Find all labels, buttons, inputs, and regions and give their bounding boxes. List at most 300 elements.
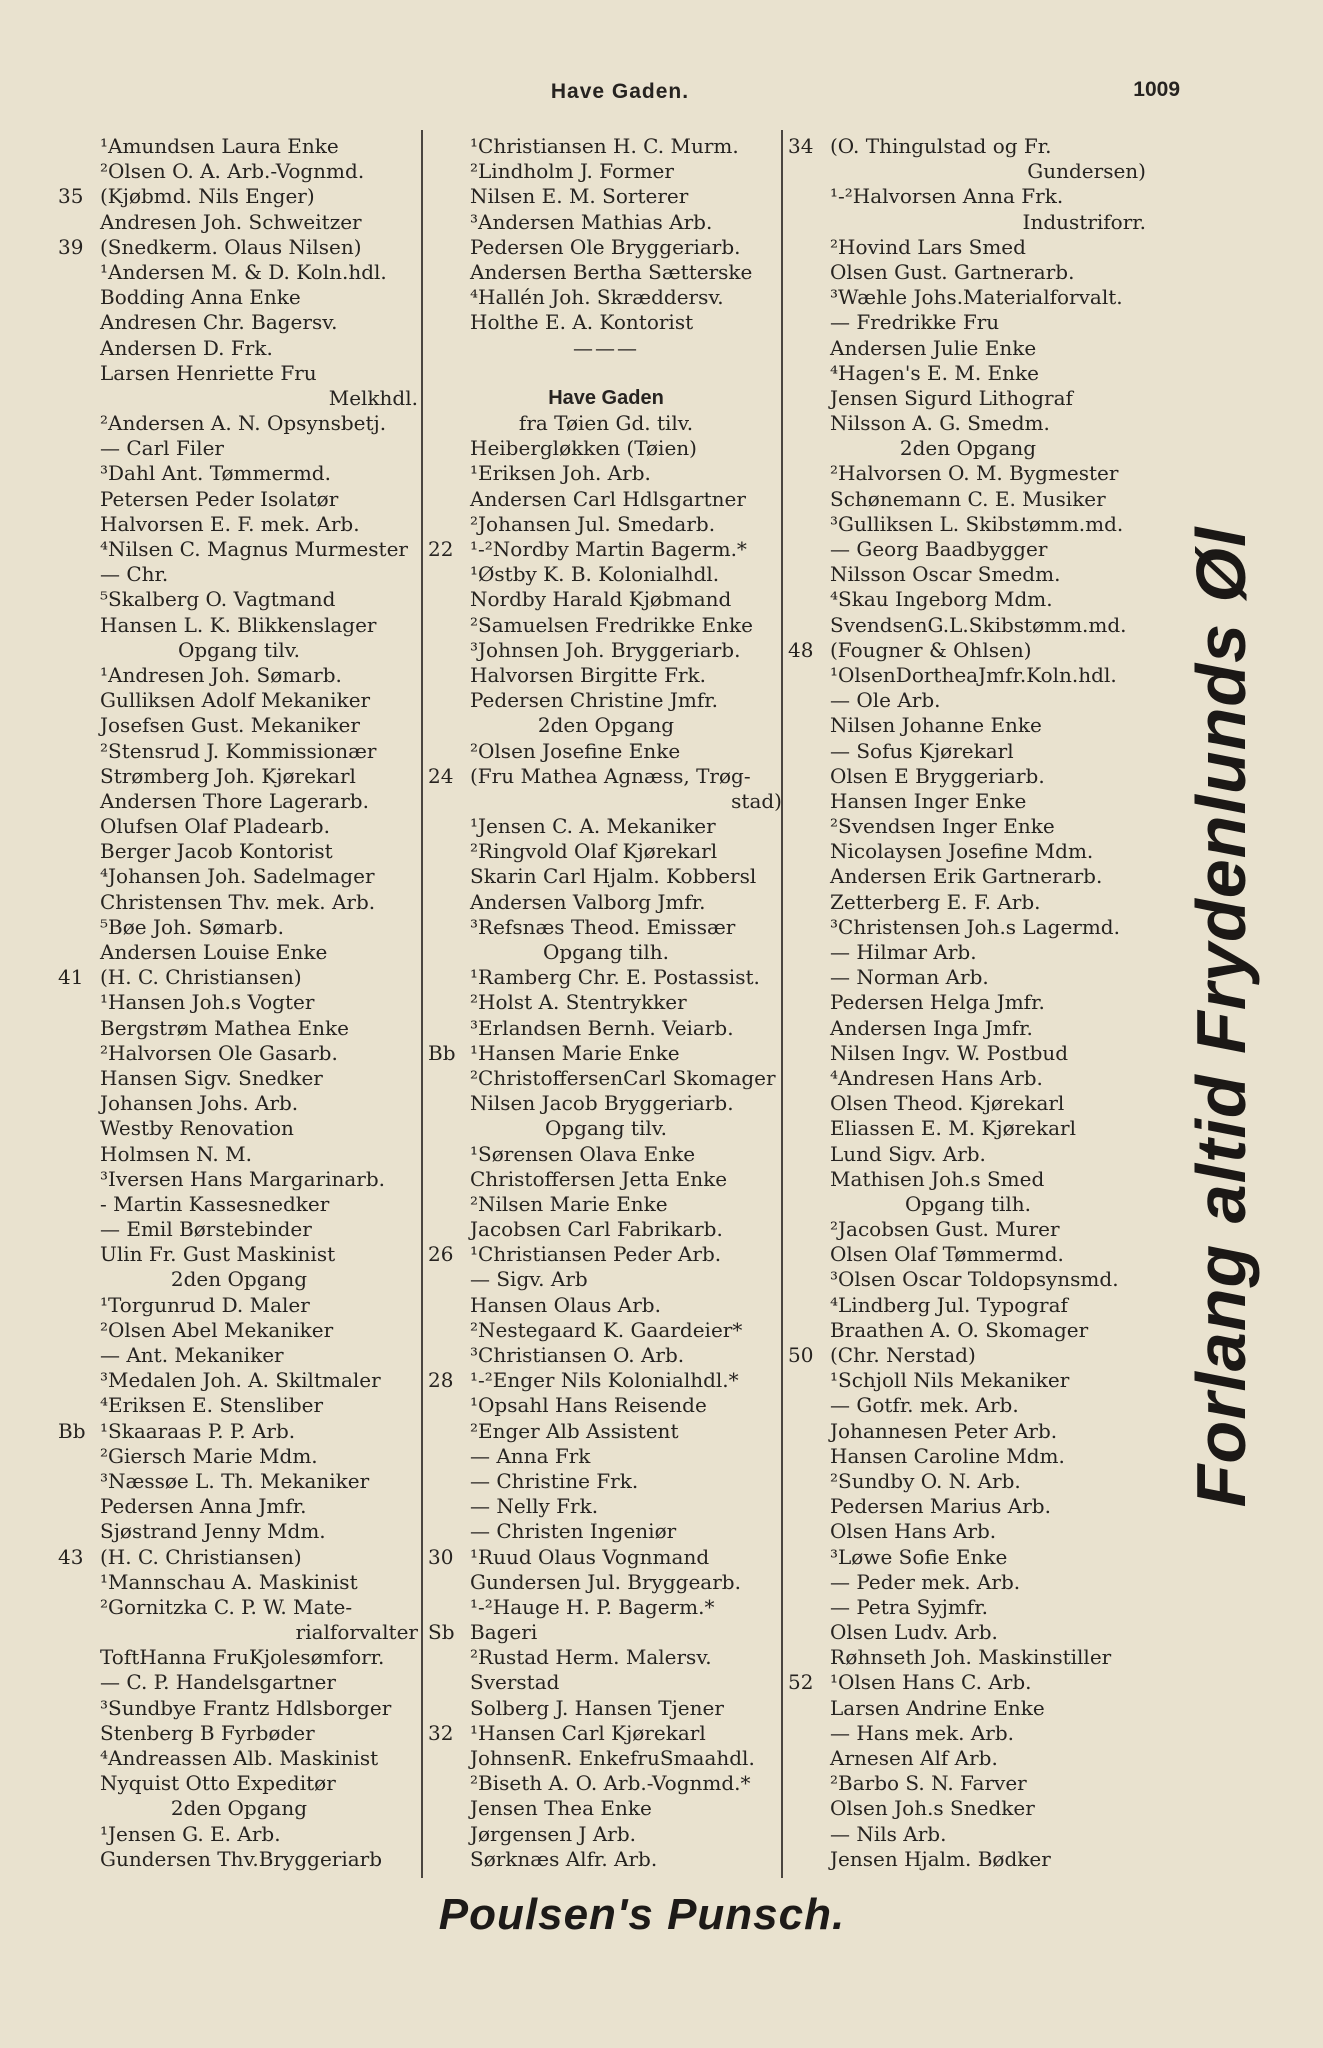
entry-text: ²Barbo S. N. Farver (830, 1771, 1027, 1796)
entry-text: Mathisen Joh.s Smed (830, 1166, 1045, 1191)
directory-entry (788, 310, 1148, 335)
directory-entry (58, 1620, 420, 1645)
directory-entry (788, 361, 1148, 386)
entry-text: ¹Eriksen Joh. Arb. (470, 461, 651, 486)
entry-text: Jensen Sigurd Lithograf (830, 385, 1073, 410)
directory-entry (428, 411, 784, 436)
directory-entry (428, 1192, 784, 1217)
directory-entry (788, 1267, 1148, 1292)
directory-entry (428, 789, 784, 814)
entry-text: Opgang tilh. (904, 1191, 1032, 1216)
directory-entry (428, 1469, 784, 1494)
directory-entry (788, 1746, 1148, 1771)
directory-entry (428, 1041, 784, 1066)
directory-entry (788, 1595, 1148, 1620)
directory-entry (58, 1116, 420, 1141)
directory-entry (788, 814, 1148, 839)
directory-entry (58, 839, 420, 864)
entry-text: ³Næssøe L. Th. Mekaniker (100, 1468, 370, 1493)
directory-entry (788, 839, 1148, 864)
directory-entry (428, 613, 784, 638)
entry-text: ²Nestegaard K. Gaardeier* (470, 1317, 743, 1342)
entry-text: ³Sundbye Frantz Hdlsborger (100, 1695, 392, 1720)
entry-text: ⁴Skau Ingeborg Mdm. (830, 587, 1053, 612)
directory-entry (58, 1545, 420, 1570)
directory-entry (58, 1822, 420, 1847)
entry-text: ⁴Hallén Joh. Skræddersv. (470, 285, 724, 310)
directory-entry (788, 940, 1148, 965)
entry-text: ¹Jensen G. E. Arb. (100, 1821, 281, 1846)
directory-entry (58, 411, 420, 436)
directory-entry (58, 1192, 420, 1217)
entry-text: Nyquist Otto Expeditør (100, 1771, 336, 1796)
entry-text: SvendsenG.L.Skibstømm.md. (830, 612, 1127, 637)
entry-text: ——— (573, 335, 639, 360)
directory-entry (428, 285, 784, 310)
directory-entry (58, 1217, 420, 1242)
directory-entry (788, 461, 1148, 486)
entry-text: Ulin Fr. Gust Maskinist (100, 1242, 336, 1267)
entry-text: ³Christiansen O. Arb. (470, 1343, 685, 1367)
entry-text: Andersen D. Frk. (100, 335, 273, 360)
directory-entry (428, 260, 784, 285)
house-number: 43 (58, 1544, 84, 1569)
entry-text: ⁵Bøe Joh. Sømarb. (100, 914, 284, 939)
house-number: Sb (428, 1620, 455, 1645)
directory-entry (788, 663, 1148, 688)
entry-text: — Sofus Kjørekarl (830, 738, 1014, 763)
directory-entry (58, 1595, 420, 1620)
directory-entry (788, 864, 1148, 889)
directory-entry (58, 487, 420, 512)
directory-entry (58, 1066, 420, 1091)
directory-entry (58, 361, 420, 386)
entry-text: ²Enger Alb Assistent (470, 1418, 679, 1443)
directory-entry (58, 336, 420, 361)
directory-entry (428, 184, 784, 209)
entry-text: ⁴Johansen Joh. Sadelmager (100, 864, 375, 889)
directory-entry (428, 1696, 784, 1721)
entry-text: — Ole Arb. (830, 688, 941, 713)
footer-advertisement: Poulsen's Punsch. (438, 1890, 846, 1939)
house-number: 35 (58, 184, 84, 209)
directory-entry (428, 1419, 784, 1444)
directory-entry (788, 1016, 1148, 1041)
directory-column-1 (58, 134, 420, 1872)
entry-text: ¹Hansen Carl Kjørekarl (470, 1720, 706, 1745)
entry-text: ³Olsen Oscar Toldopsynsmd. (830, 1267, 1119, 1292)
directory-entry (428, 1142, 784, 1167)
directory-entry (788, 537, 1148, 562)
directory-entry (428, 1570, 784, 1595)
directory-entry (428, 1368, 784, 1393)
entry-text: — Sigv. Arb (470, 1267, 588, 1292)
entry-text: Andersen Julie Enke (830, 335, 1037, 360)
directory-entry (58, 915, 420, 940)
directory-entry (58, 1041, 420, 1066)
entry-text: (H. C. Christiansen) (100, 1544, 302, 1569)
directory-entry (428, 562, 784, 587)
entry-text: Gundersen Jul. Bryggearb. (470, 1569, 741, 1594)
entry-text: Olsen Theod. Kjørekarl (830, 1091, 1065, 1116)
directory-entry (58, 1318, 420, 1343)
entry-text: 2den Opgang (537, 713, 675, 738)
entry-text: Andersen Louise Enke (100, 940, 328, 964)
entry-text: Nicolaysen Josefine Mdm. (830, 839, 1094, 864)
entry-text: Pedersen Christine Jmfr. (470, 688, 718, 713)
entry-text: Bergstrøm Mathea Enke (100, 1015, 349, 1040)
directory-entry (788, 1192, 1148, 1217)
directory-entry (428, 436, 784, 461)
directory-entry (788, 915, 1148, 940)
entry-text: (Kjøbmd. Nils Enger) (100, 184, 315, 209)
directory-entry (788, 1242, 1148, 1267)
directory-entry (58, 1469, 420, 1494)
directory-entry (428, 1066, 784, 1091)
entry-text: ¹Christiansen H. C. Murm. (470, 134, 739, 158)
entry-text: Halvorsen E. F. mek. Arb. (100, 511, 360, 536)
entry-text: ²Halvorsen O. M. Bygmester (830, 461, 1119, 486)
entry-text: — Gotfr. mek. Arb. (830, 1393, 1019, 1418)
directory-entry (58, 1696, 420, 1721)
directory-entry (58, 1645, 420, 1670)
directory-entry (788, 512, 1148, 537)
directory-entry (428, 1293, 784, 1318)
entry-text: Nilsson Oscar Smedm. (830, 562, 1061, 587)
directory-entry (58, 1746, 420, 1771)
directory-entry (58, 814, 420, 839)
directory-entry (58, 1142, 420, 1167)
directory-entry (788, 1620, 1148, 1645)
directory-entry (788, 1494, 1148, 1519)
entry-text: ³Dahl Ant. Tømmermd. (100, 461, 331, 486)
entry-text: ¹Amundsen Laura Enke (100, 134, 339, 158)
directory-entry (428, 864, 784, 889)
directory-entry (58, 210, 420, 235)
directory-entry (58, 1016, 420, 1041)
entry-text: ²Lindholm J. Former (470, 159, 674, 184)
entry-text: ²Halvorsen Ole Gasarb. (100, 1040, 338, 1065)
directory-entry (58, 990, 420, 1015)
directory-entry (788, 990, 1148, 1015)
entry-text: Andresen Chr. Bagersv. (100, 310, 338, 335)
entry-text: ¹Andresen Joh. Sømarb. (100, 662, 342, 687)
entry-text: — Anna Frk (470, 1443, 591, 1468)
directory-entry (788, 386, 1148, 411)
entry-text: — Nelly Frk. (470, 1494, 599, 1519)
directory-entry (58, 235, 420, 260)
entry-text: Gundersen) (1027, 159, 1146, 184)
directory-entry (788, 688, 1148, 713)
entry-text: ²Giersch Marie Mdm. (100, 1443, 318, 1468)
directory-entry (788, 436, 1148, 461)
directory-entry (428, 461, 784, 486)
directory-entry (428, 839, 784, 864)
directory-entry (58, 1343, 420, 1368)
directory-entry (788, 587, 1148, 612)
page-title: Have Gaden. (550, 80, 690, 103)
entry-text: — Peder mek. Arb. (830, 1569, 1021, 1594)
directory-entry (58, 1293, 420, 1318)
entry-text: Holmsen N. M. (100, 1141, 252, 1166)
directory-entry (788, 285, 1148, 310)
house-number: 22 (428, 537, 454, 561)
directory-entry (788, 1419, 1148, 1444)
house-number: Bb (428, 1040, 456, 1065)
directory-entry (428, 890, 784, 915)
entry-text: ³Refsnæs Theod. Emissær (470, 914, 736, 939)
house-number: 39 (58, 234, 84, 259)
directory-entry (428, 336, 784, 361)
entry-text: Hansen L. K. Blikkenslager (100, 612, 377, 637)
entry-text: — Georg Baadbygger (830, 537, 1048, 561)
directory-entry (428, 1343, 784, 1368)
entry-text: Sverstad (470, 1670, 560, 1695)
entry-text: ⁴Lindberg Jul. Typograf (830, 1292, 1068, 1317)
directory-entry (58, 1570, 420, 1595)
directory-entry (788, 1293, 1148, 1318)
directory-entry (788, 487, 1148, 512)
entry-text: (H. C. Christiansen) (100, 965, 302, 990)
directory-entry (788, 159, 1148, 184)
entry-text: Johannesen Peter Arb. (830, 1418, 1058, 1443)
entry-text: Pedersen Ole Bryggeriarb. (470, 234, 741, 259)
entry-text: stad) (731, 788, 782, 813)
directory-entry (788, 1822, 1148, 1847)
house-number: 30 (428, 1544, 454, 1569)
entry-text: Nilsen Johanne Enke (830, 713, 1042, 738)
directory-entry (58, 1519, 420, 1544)
entry-text: (Fru Mathea Agnæss, Trøg- (470, 763, 751, 788)
directory-entry (428, 965, 784, 990)
directory-entry (428, 739, 784, 764)
directory-entry (428, 1746, 784, 1771)
entry-text: ²Olsen Abel Mekaniker (100, 1317, 334, 1342)
directory-entry (428, 537, 784, 562)
entry-text: ¹Jensen C. A. Mekaniker (470, 814, 716, 839)
entry-text: Larsen Andrine Enke (830, 1695, 1045, 1720)
entry-text: ¹Sørensen Olava Enke (470, 1141, 696, 1166)
directory-entry (58, 562, 420, 587)
entry-text: Røhnseth Joh. Maskinstiller (830, 1645, 1112, 1670)
directory-entry (428, 1645, 784, 1670)
directory-entry (428, 915, 784, 940)
entry-text: Hansen Caroline Mdm. (830, 1443, 1065, 1468)
directory-entry (428, 1494, 784, 1519)
house-number: 50 (788, 1343, 814, 1367)
directory-entry (788, 1116, 1148, 1141)
entry-text: — Nils Arb. (830, 1821, 947, 1846)
directory-entry (788, 713, 1148, 738)
entry-text: Christensen Thv. mek. Arb. (100, 889, 376, 914)
column-divider (421, 130, 423, 1878)
directory-entry (58, 789, 420, 814)
directory-entry (788, 1217, 1148, 1242)
page-number: 1009 (1133, 78, 1180, 101)
directory-entry (58, 1721, 420, 1746)
entry-text: Eliassen E. M. Kjørekarl (830, 1116, 1077, 1141)
entry-text: ²Gornitzka C. P. W. Mate- (100, 1594, 353, 1619)
directory-entry (788, 1645, 1148, 1670)
directory-entry (428, 1771, 784, 1796)
entry-text: ³Løwe Sofie Enke (830, 1544, 1008, 1569)
directory-entry (788, 1696, 1148, 1721)
entry-text: Industriforr. (1022, 209, 1146, 234)
entry-text: ²Hovind Lars Smed (830, 234, 1026, 259)
entry-text: (Snedkerm. Olaus Nilsen) (100, 234, 362, 259)
directory-entry (58, 285, 420, 310)
entry-text: (Fougner & Ohlsen) (830, 637, 1032, 662)
entry-text: ¹Schjoll Nils Mekaniker (830, 1368, 1070, 1393)
entry-text: ²ChristoffersenCarl Skomager (470, 1065, 776, 1090)
entry-text: — Christine Frk. (470, 1468, 639, 1493)
directory-entry (58, 638, 420, 663)
directory-entry (58, 184, 420, 209)
entry-text: ²Ringvold Olaf Kjørekarl (470, 839, 718, 864)
entry-text: ¹Christiansen Peder Arb. (470, 1242, 722, 1267)
directory-entry (428, 764, 784, 789)
entry-text: Hansen Sigv. Snedker (100, 1065, 323, 1090)
directory-entry (428, 940, 784, 965)
directory-entry (428, 361, 784, 386)
entry-text: ¹Torgunrud D. Maler (100, 1292, 310, 1317)
entry-text: ³Medalen Joh. A. Skiltmaler (100, 1368, 381, 1393)
entry-text: Opgang tilh. (542, 940, 670, 964)
directory-entry (428, 1242, 784, 1267)
directory-entry (788, 1343, 1148, 1368)
entry-text: Jacobsen Carl Fabrikarb. (470, 1217, 723, 1242)
entry-text: — Fredrikke Fru (830, 310, 1000, 335)
directory-entry (58, 260, 420, 285)
entry-text: Andersen Erik Gartnerarb. (830, 864, 1103, 889)
directory-entry (428, 814, 784, 839)
entry-text: Nilsen E. M. Sorterer (470, 184, 689, 209)
entry-text: Andersen Thore Lagerarb. (100, 788, 369, 813)
directory-entry (788, 1368, 1148, 1393)
entry-text: Nilsson A. G. Smedm. (830, 411, 1050, 436)
directory-entry (428, 587, 784, 612)
directory-entry (58, 159, 420, 184)
directory-entry (58, 1670, 420, 1695)
directory-entry (58, 537, 420, 562)
directory-entry (58, 1167, 420, 1192)
entry-text: Petersen Peder Isolatør (100, 486, 339, 511)
entry-text: ³Andersen Mathias Arb. (470, 209, 713, 234)
entry-text: Andresen Joh. Schweitzer (100, 209, 362, 234)
house-number: 32 (428, 1720, 454, 1745)
entry-text: Pedersen Helga Jmfr. (830, 990, 1045, 1015)
entry-text: ²Andersen A. N. Opsynsbetj. (100, 411, 387, 436)
directory-entry (788, 1393, 1148, 1418)
directory-entry (428, 1670, 784, 1695)
entry-text: Olsen Joh.s Snedker (830, 1796, 1035, 1821)
entry-text: ²Olsen Josefine Enke (470, 738, 681, 763)
entry-text: ²Stensrud J. Kommissionær (100, 738, 377, 763)
directory-entry (58, 1267, 420, 1292)
directory-entry (428, 1393, 784, 1418)
house-number: 48 (788, 637, 814, 662)
entry-text: ¹OlsenDortheaJmfr.Koln.hdl. (830, 662, 1117, 687)
directory-entry (58, 764, 420, 789)
entry-text: ³Wæhle Johs.Materialforvalt. (830, 285, 1123, 310)
directory-entry (788, 411, 1148, 436)
entry-text: — Petra Syjmfr. (830, 1594, 988, 1619)
directory-entry (788, 1444, 1148, 1469)
directory-entry (788, 1142, 1148, 1167)
entry-text: Berger Jacob Kontorist (100, 839, 333, 864)
entry-text: ³Erlandsen Bernh. Veiarb. (470, 1015, 734, 1040)
entry-text: Nilsen Ingv. W. Postbud (830, 1040, 1069, 1065)
directory-entry (58, 1393, 420, 1418)
directory-entry (788, 764, 1148, 789)
entry-text: ²Rustad Herm. Malersv. (470, 1645, 712, 1670)
entry-text: ³Iversen Hans Margarinarb. (100, 1166, 385, 1191)
directory-entry (428, 386, 784, 411)
directory-entry (788, 134, 1148, 159)
directory-entry (58, 713, 420, 738)
entry-text: ⁴Nilsen C. Magnus Murmester (100, 537, 408, 561)
entry-text: ³Johnsen Joh. Bryggeriarb. (470, 637, 741, 662)
directory-entry (58, 1444, 420, 1469)
entry-text: ¹Hansen Joh.s Vogter (100, 990, 315, 1015)
directory-entry (788, 1167, 1148, 1192)
directory-entry (58, 890, 420, 915)
entry-text: ⁴Eriksen E. Stensliber (100, 1393, 324, 1418)
entry-text: ²Biseth A. O. Arb.-Vognmd.* (470, 1771, 751, 1796)
entry-text: Skarin Carl Hjalm. Kobbersl (470, 864, 757, 889)
entry-text: Andersen Valborg Jmfr. (470, 889, 706, 914)
directory-entry (58, 663, 420, 688)
directory-entry (428, 1595, 784, 1620)
entry-text: — Hilmar Arb. (830, 940, 977, 964)
directory-entry (58, 1494, 420, 1519)
entry-text: — Emil Børstebinder (100, 1217, 312, 1242)
directory-entry (58, 688, 420, 713)
directory-entry (428, 1116, 784, 1141)
directory-entry (58, 965, 420, 990)
entry-text: Strømberg Joh. Kjørekarl (100, 763, 356, 788)
entry-text: Nilsen Jacob Bryggeriarb. (470, 1091, 734, 1116)
directory-entry (428, 1318, 784, 1343)
directory-entry (58, 1368, 420, 1393)
directory-entry (58, 1419, 420, 1444)
directory-entry (58, 436, 420, 461)
directory-entry (58, 587, 420, 612)
entry-text: — Carl Filer (100, 436, 224, 461)
directory-entry (58, 386, 420, 411)
entry-text: Jørgensen J Arb. (470, 1821, 637, 1846)
entry-text: Andersen Inga Jmfr. (830, 1015, 1033, 1040)
entry-text: 2den Opgang (170, 1796, 308, 1821)
entry-text: ⁴Hagen's E. M. Enke (830, 360, 1039, 385)
house-number: 24 (428, 763, 454, 788)
side-advertisement: Forlang altid Frydenlunds Øl (1182, 526, 1260, 1508)
entry-text: ¹Ramberg Chr. E. Postassist. (470, 965, 760, 990)
directory-entry (788, 1519, 1148, 1544)
entry-text: ²Jacobsen Gust. Murer (830, 1217, 1060, 1242)
entry-text: ²Svendsen Inger Enke (830, 814, 1055, 839)
entry-text: — Christen Ingeniør (470, 1519, 677, 1544)
entry-text: Holthe E. A. Kontorist (470, 310, 694, 335)
directory-entry (788, 1570, 1148, 1595)
entry-text: ¹Hansen Marie Enke (470, 1040, 680, 1065)
entry-text: ¹Østby K. B. Kolonialhdl. (470, 562, 720, 587)
directory-entry (428, 487, 784, 512)
directory-entry (788, 890, 1148, 915)
entry-text: ²Olsen O. A. Arb.-Vognmd. (100, 159, 365, 184)
entry-text: Bageri (470, 1620, 538, 1645)
directory-entry (428, 1444, 784, 1469)
